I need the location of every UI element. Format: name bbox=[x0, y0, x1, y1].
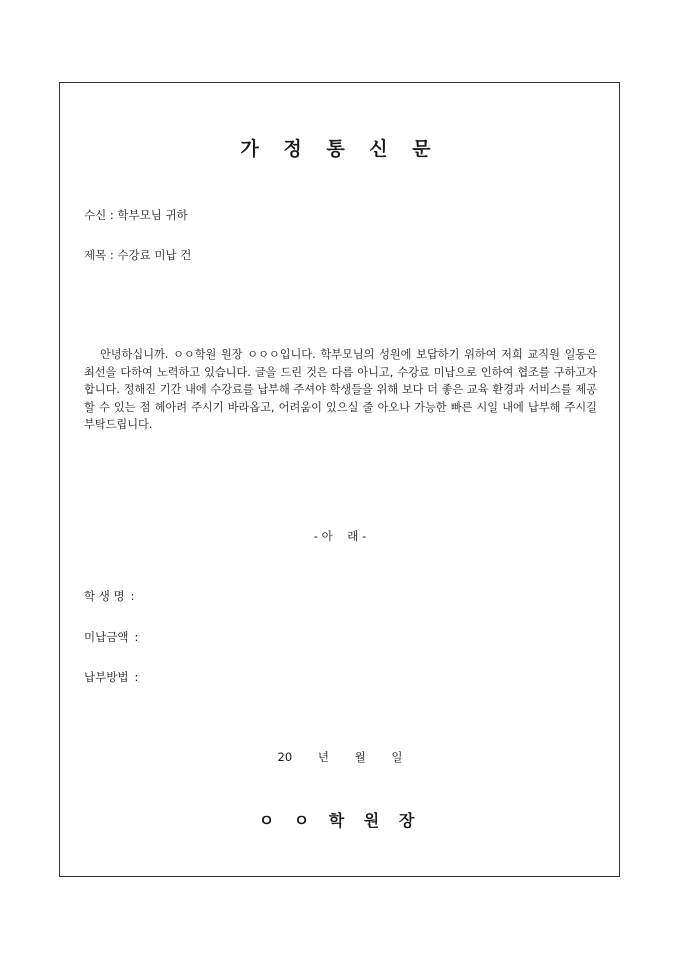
field-colon: : bbox=[130, 589, 135, 603]
academy-director-signature: ㅇ ㅇ 학 원 장 bbox=[258, 811, 422, 830]
notice-heading: - 아 래 - bbox=[313, 529, 367, 543]
field-colon: : bbox=[134, 630, 139, 644]
date-line: 20 년 월 일 bbox=[277, 750, 403, 764]
recipient-line: 수신 : 학부모님 귀하 bbox=[84, 208, 188, 222]
field-payment-method bbox=[84, 669, 138, 685]
field-colon: : bbox=[134, 670, 139, 684]
subject-line: 제목 : 수강료 미납 건 bbox=[84, 248, 192, 262]
document-title: 가 정 통 신 문 bbox=[240, 138, 440, 160]
field-unpaid-amount bbox=[84, 629, 138, 645]
field-label: 미납금액 bbox=[84, 630, 129, 644]
field-label: 납부방법 bbox=[84, 670, 129, 684]
field-student-name bbox=[84, 588, 135, 604]
field-label: 학 생 명 bbox=[84, 589, 125, 603]
letter-body: 안녕하십니까. ㅇㅇ학원 원장 ㅇㅇㅇ입니다. 학부모님의 성원에 보답하기 위하여 저희 교직원 일동은 최선을 다하여 노력하고 있습니다. 글을 드린 것은 다름 아니고, 수강료 미납으로 인하여 협조를 구하고자 합니다. 정해진 기간 내에 수강료를 납부해 주셔야 학생들을 위해 보다 더 좋은 교육 환경과 서비스를 제공 할 수 있는 점 헤아려 주시기 바라옵고, 어려움이 있으실 줄 아오나 가능한 빠른 시일 내에 납부해 주시길 부탁드립니다. bbox=[84, 348, 597, 432]
